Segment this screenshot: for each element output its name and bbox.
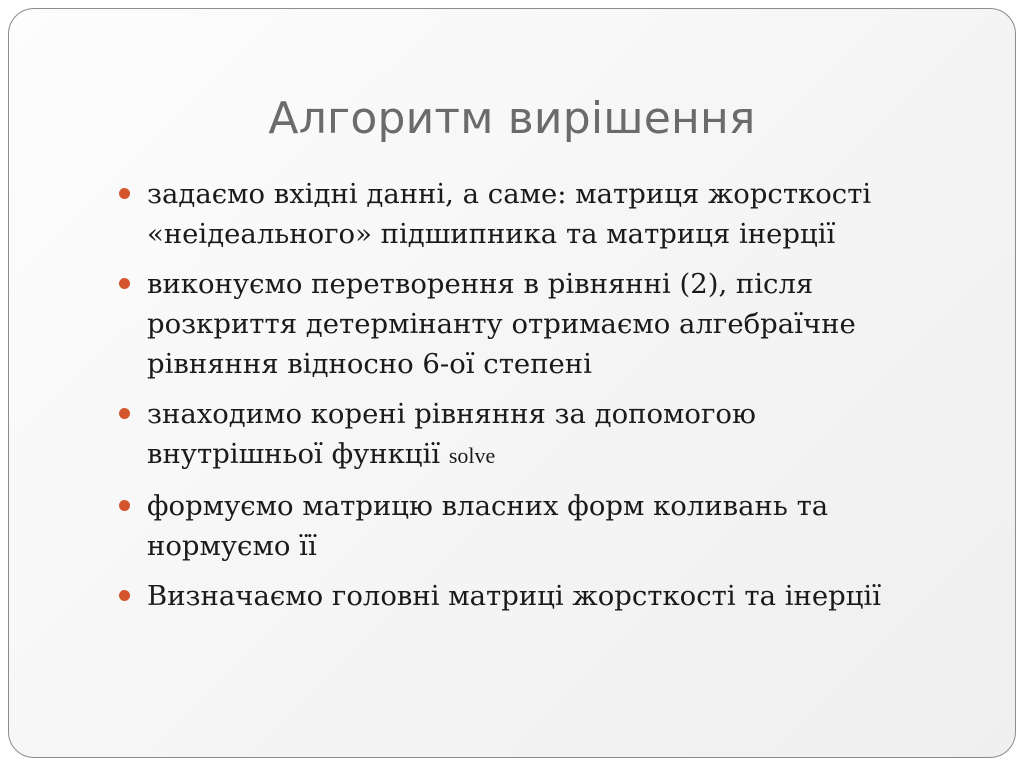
slide [8, 8, 1016, 758]
bullet-dot-icon [119, 278, 130, 289]
bullet-text: знаходимо корені рівняння за допомогою внутрішньої функції [147, 398, 756, 470]
list-item [115, 264, 935, 384]
bullet-text: задаємо вхідні данні, а саме: матриця жорсткості «неідеального» підшипника та матриця інерції [147, 178, 872, 250]
bullet-dot-icon [119, 500, 130, 511]
bullet-dot-icon [119, 188, 130, 199]
bullet-text: формуємо матрицю власних форм коливань та нормуємо її [147, 490, 829, 562]
bullet-text: виконуємо перетворення в рівнянні (2), після розкриття детермінанту отримаємо алгебраїчне рівняння відносно 6-ої степені [147, 268, 856, 380]
bullet-dot-icon [119, 590, 130, 601]
bullet-dot-icon [119, 408, 130, 419]
bullet-text-suffix: solve [448, 443, 496, 468]
list-item [115, 486, 935, 566]
slide-title: Алгоритм вирішення [268, 93, 756, 144]
list-item [115, 576, 935, 616]
bullet-list [115, 174, 935, 626]
list-item [115, 394, 935, 476]
list-item [115, 174, 935, 254]
bullet-text: Визначаємо головні матриці жорсткості та інерції [147, 580, 882, 612]
